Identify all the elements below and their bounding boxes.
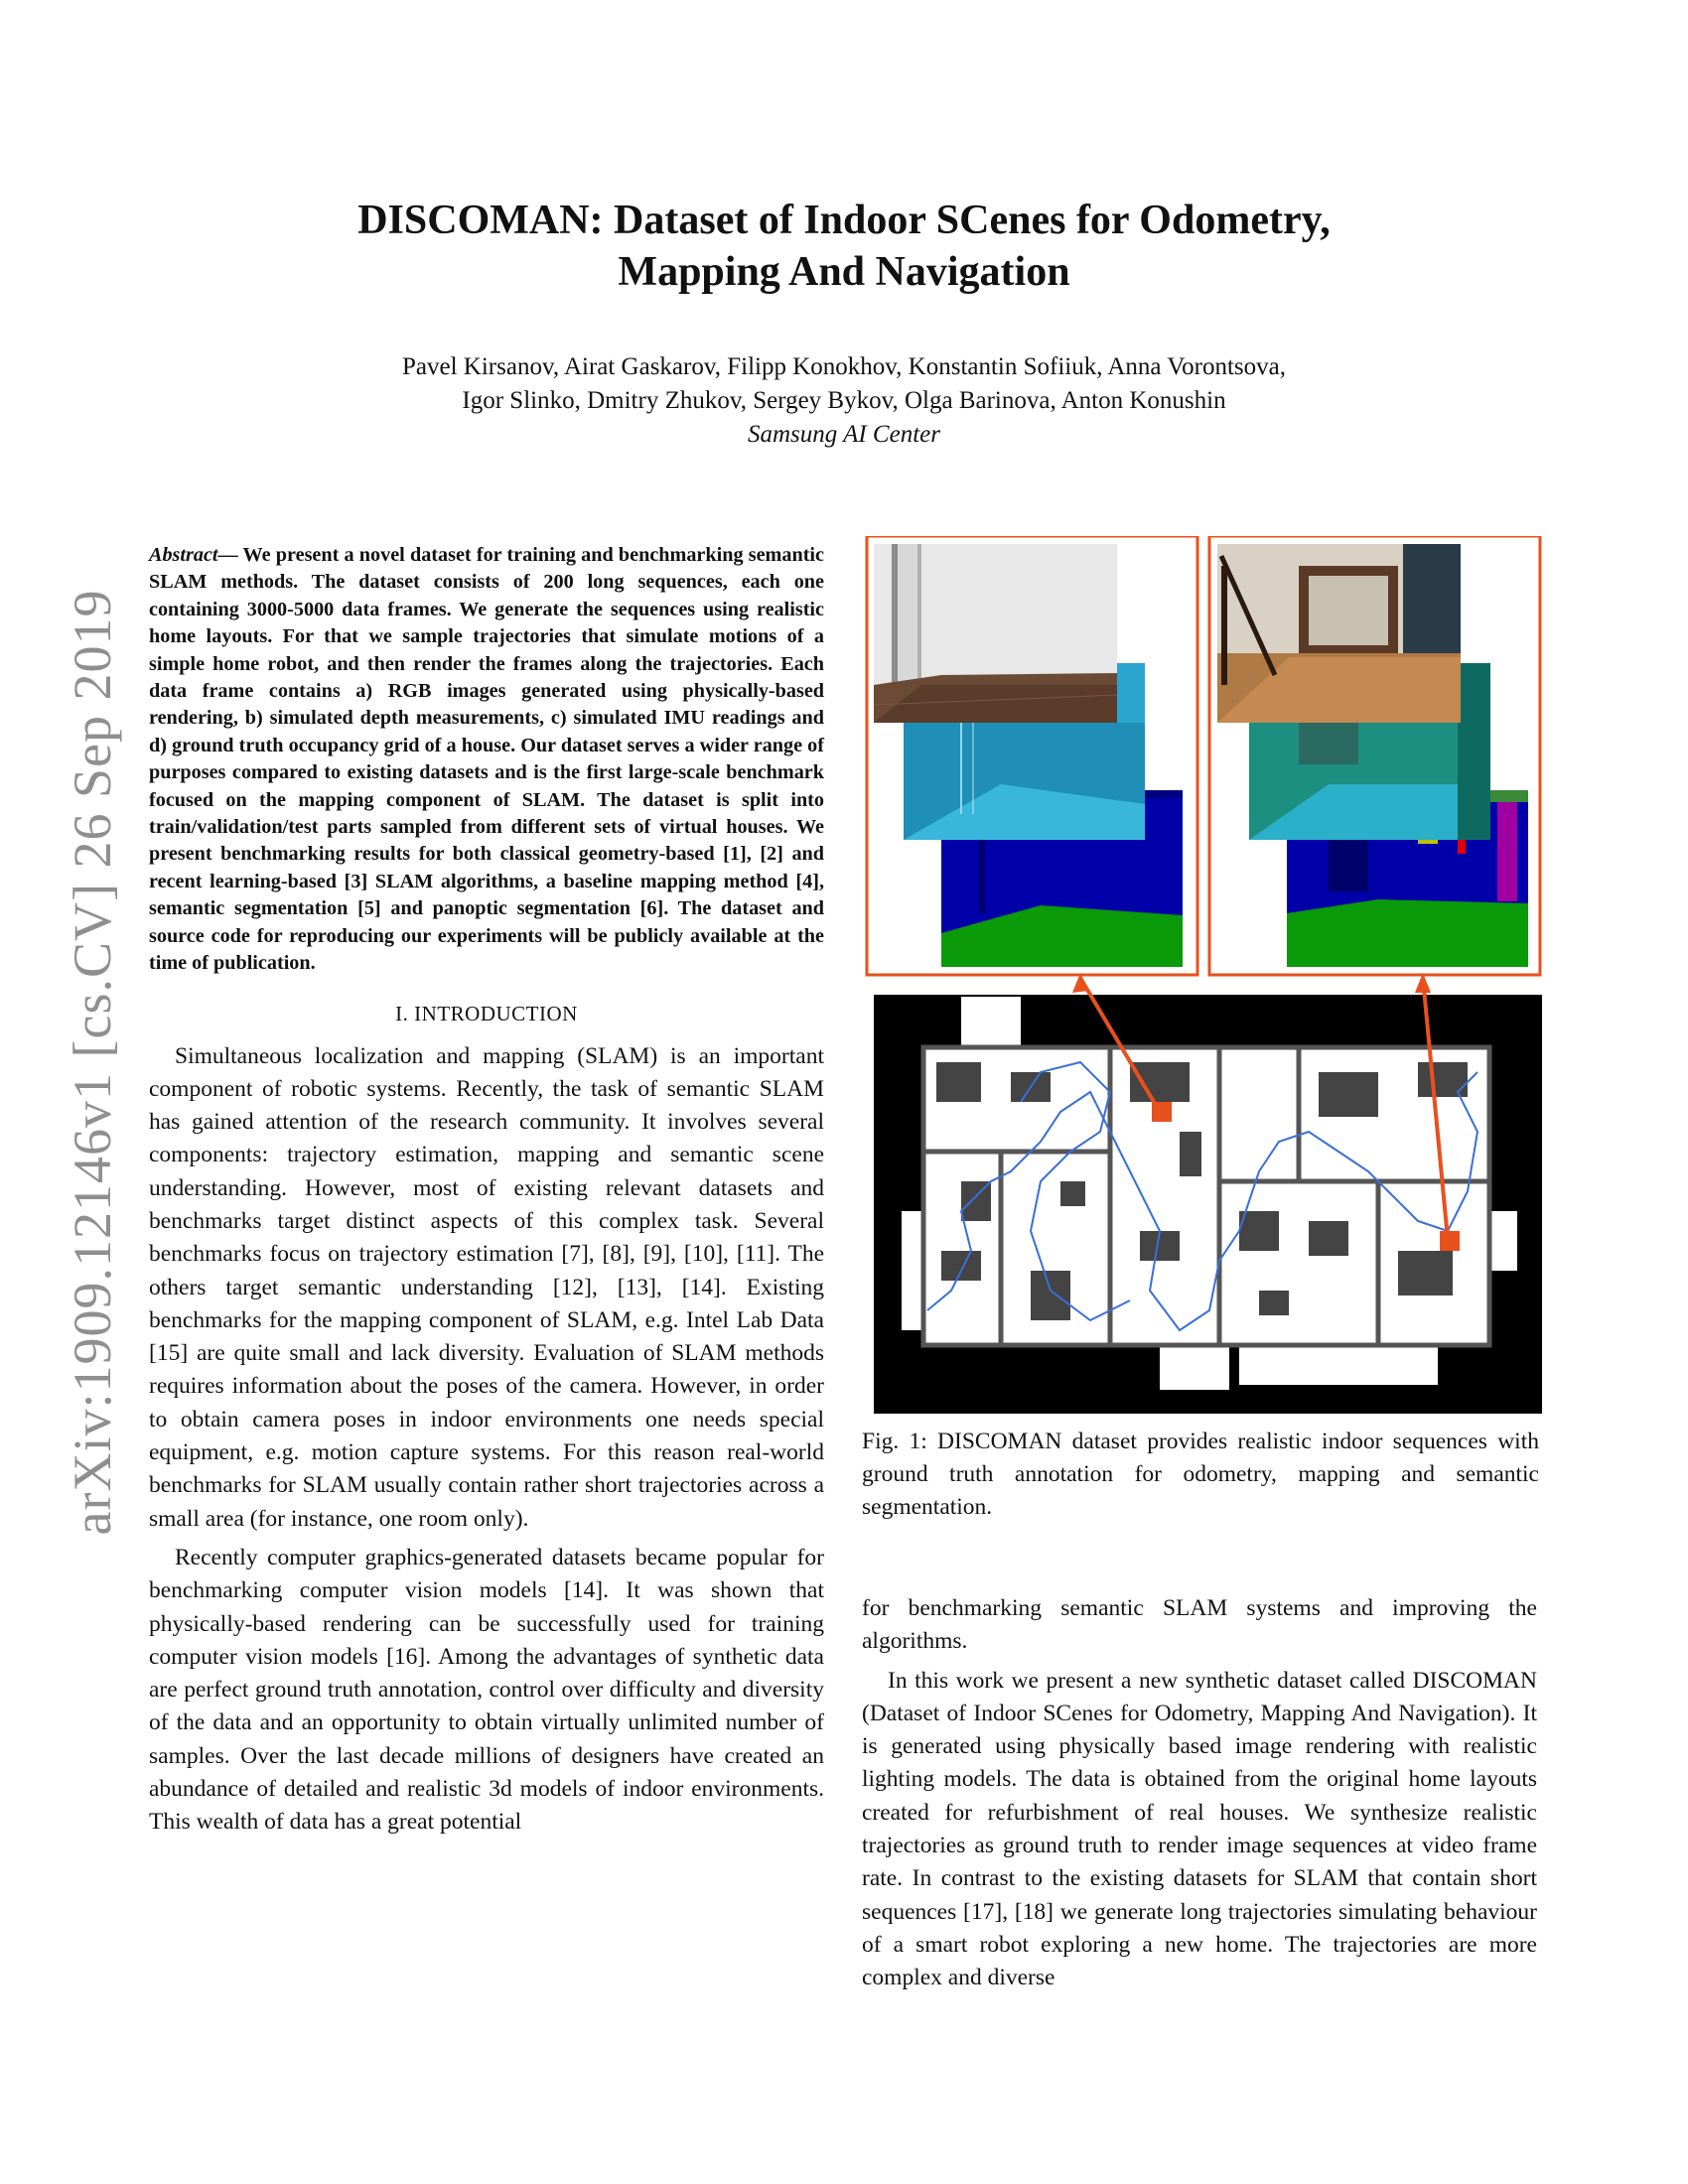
- arxiv-stamp-text: arXiv:1909.12146v1 [cs.CV] 26 Sep 2019: [63, 589, 122, 1536]
- figure-1: [862, 536, 1547, 1420]
- right-frame-stack: [1209, 536, 1540, 975]
- right-rgb-image: [1217, 544, 1461, 723]
- author-block: [228, 350, 1460, 452]
- left-column: [149, 542, 824, 1840]
- right-paragraph-1: for benchmarking semantic SLAM systems and improving the algorithms.: [862, 1595, 1537, 1655]
- right-paragraph-2: In this work we present a new synthetic dataset called DISCOMAN (Dataset of Indoor SCenes for Odometry, Mapping And Navigation). It is generated using physically based image rendering with realistic lighting models. The data is obtained from the original home layouts created for refurbishment of real houses. We synthesize realistic trajectories as ground truth to render image sequences at video frame rate. In contrast to the existing datasets for SLAM that contain short sequences [17], [18] we generate long trajectories simulating behaviour of a smart robot exploring a new home. The trajectories are more complex and diverse: [862, 1667, 1537, 1991]
- intro-paragraph-1: Simultaneous localization and mapping (SLAM) is an important component of robotic systems. Recently, the task of semantic SLAM has gained attention of the research community. It involves several components: trajectory estimation, mapping and semantic scene understanding. However, most of existing relevant datasets and benchmarks target distinct aspects of this complex task. Several benchmarks focus on trajectory estimation [7], [8], [9], [10], [11]. The others target semantic understanding [12], [13], [14]. Existing benchmarks for the mapping component of SLAM, e.g. Intel Lab Data [15] are quite small and lack diversity. Evaluation of SLAM methods requires information about the poses of the camera. However, in order to obtain camera poses in indoor environments one needs special equipment, e.g. motion capture systems. For this reason real-world benchmarks for SLAM usually contain rather short trajectories across a small area (for instance, one room only).: [149, 1042, 824, 1532]
- figure-caption: Fig. 1: DISCOMAN dataset provides realistic indoor sequences with ground truth annotation for odometry, mapping and semantic segmentation.: [862, 1429, 1539, 1520]
- paper-title-line1: DISCOMAN: Dataset of Indoor SCenes for Odometry,: [357, 198, 1331, 243]
- left-frame-stack: [867, 536, 1197, 975]
- paper-title: [228, 195, 1460, 298]
- left-rgb-image: [874, 544, 1117, 723]
- affiliation: Samsung AI Center: [748, 421, 940, 448]
- paper-title-line2: Mapping And Navigation: [618, 249, 1070, 295]
- authors-line2: Igor Slinko, Dmitry Zhukov, Sergey Bykov, Olga Barinova, Anton Konushin: [462, 387, 1226, 414]
- arxiv-stamp: [38, 566, 147, 1559]
- section-heading: I. INTRODUCTION: [395, 1001, 578, 1025]
- authors-line1: Pavel Kirsanov, Airat Gaskarov, Filipp Konokhov, Konstantin Sofiiuk, Anna Vorontsova,: [402, 353, 1286, 380]
- abstract: [149, 542, 824, 978]
- right-column: [862, 1592, 1537, 1995]
- intro-paragraph-2: Recently computer graphics-generated datasets became popular for benchmarking computer vision models [14]. It was shown that physically-based rendering can be successfully used for training computer vision models [16]. Among the advantages of synthetic data are perfect ground truth annotation, control over difficulty and diversity of the data and an opportunity to obtain virtually unlimited number of samples. Over the last decade millions of designers have created an abundance of detailed and realistic 3d models of indoor environments. This wealth of data has a great potential: [149, 1544, 824, 1836]
- abstract-body: — We present a novel dataset for training and benchmarking semantic SLAM methods. The dataset consists of 200 long sequences, each one containing 3000-5000 data frames. We generate the sequences using realistic home layouts. For that we sample trajectories that simulate motions of a simple home robot, and then render the frames along the trajectories. Each data frame contains a) RGB images generated using physically-based rendering, b) simulated depth measurements, c) simulated IMU readings and d) ground truth occupancy grid of a house. Our dataset serves a wider range of purposes compared to existing datasets and is the first large-scale benchmark focused on the mapping component of SLAM. The dataset is split into train/validation/test parts sampled from different sets of virtual houses. We present benchmarking results for both classical geometry-based [1], [2] and recent learning-based [3] SLAM algorithms, a baseline mapping method [4], semantic segmentation [5] and panoptic segmentation [6]. The dataset and source code for reproducing our experiments will be publicly available at the time of publication.: [149, 544, 824, 975]
- abstract-lead: Abstract: [149, 544, 218, 566]
- floor-plan-map: [874, 973, 1542, 1414]
